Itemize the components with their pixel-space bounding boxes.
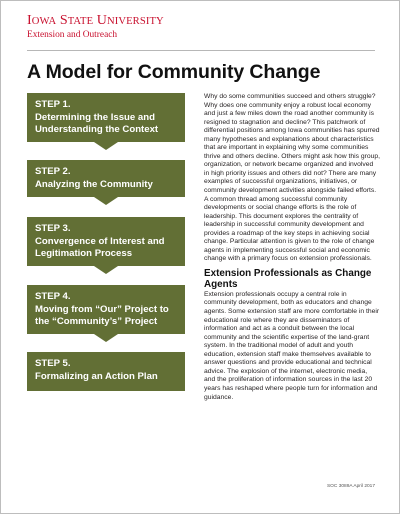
extension-subtitle: Extension and Outreach	[27, 30, 118, 40]
step-4-arrow	[94, 334, 118, 342]
university-logo	[27, 13, 164, 41]
step-1-label: STEP 1.	[35, 99, 71, 110]
section-heading: Extension Professionals as Change Agents	[204, 267, 372, 290]
step-5-box	[27, 352, 185, 391]
header-divider	[27, 50, 375, 51]
step-4-title: Moving from “Our” Project to the “Community’s” Project	[35, 303, 169, 328]
body-text-column	[204, 93, 380, 402]
step-2-title: Analyzing the Community	[35, 178, 153, 190]
step-3-title: Convergence of Interest and Legitimation Process	[35, 235, 165, 260]
step-3-label: STEP 3.	[35, 223, 71, 234]
step-3-arrow	[94, 266, 118, 274]
step-1-box	[27, 93, 185, 142]
step-4-box	[27, 285, 185, 334]
header	[1, 1, 399, 51]
university-name: IOWA STATE UNIVERSITY	[27, 13, 164, 28]
step-5-title: Formalizing an Action Plan	[35, 370, 158, 382]
step-2-box	[27, 160, 185, 197]
step-2-label: STEP 2.	[35, 166, 71, 177]
intro-paragraph: Why do some communities succeed and others struggle? Why does one community enjoy a robust local economy and just a few miles down the road another community is resigned to stagnation and decline? This patchwork of differential positions among Iowa communities has spurred many hypotheses and explanations about characteristics that are important in explaining why some communities thrive and others decline. Others might ask how this group, organization, or network became organized and involved in high priority issues and others did not? There are many examples of successful organizations, initiatives, or community development activities alongside failed efforts. A common thread among successful community developments or social change efforts is the role of leadership. This document explores the centrality of leadership in successful community development and provides a roadmap of the key steps in achieving social change. Particular attention is given to the role of change agents in implementing successful social and economic change with a primary focus on extension professionals.	[204, 93, 380, 263]
step-3-box	[27, 217, 185, 266]
step-2-arrow	[94, 197, 118, 205]
step-5-label: STEP 5.	[35, 358, 71, 369]
section-paragraph: Extension professionals occupy a central role in community development, both as educators and change agents. Some extension staff are more comfortable in their educational role where they are disseminators of information and act as a conduit between the local community and the scientific expertise of the land-grant system. In the traditional model of adult and youth education, extension staff make themselves available to answer questions and provide educational and technical advice. The explosion of the internet, electronic media, and the proliferation of information sources in the last 20 years has reshaped where people turn for information and guidance.	[204, 290, 380, 401]
page-title: A Model for Community Change	[27, 61, 321, 83]
footer-code: SOC 3089A April 2017	[326, 484, 375, 489]
step-1-title: Determining the Issue and Understanding the Context	[35, 111, 159, 136]
step-1-arrow	[94, 142, 118, 150]
step-4-label: STEP 4.	[35, 291, 71, 302]
